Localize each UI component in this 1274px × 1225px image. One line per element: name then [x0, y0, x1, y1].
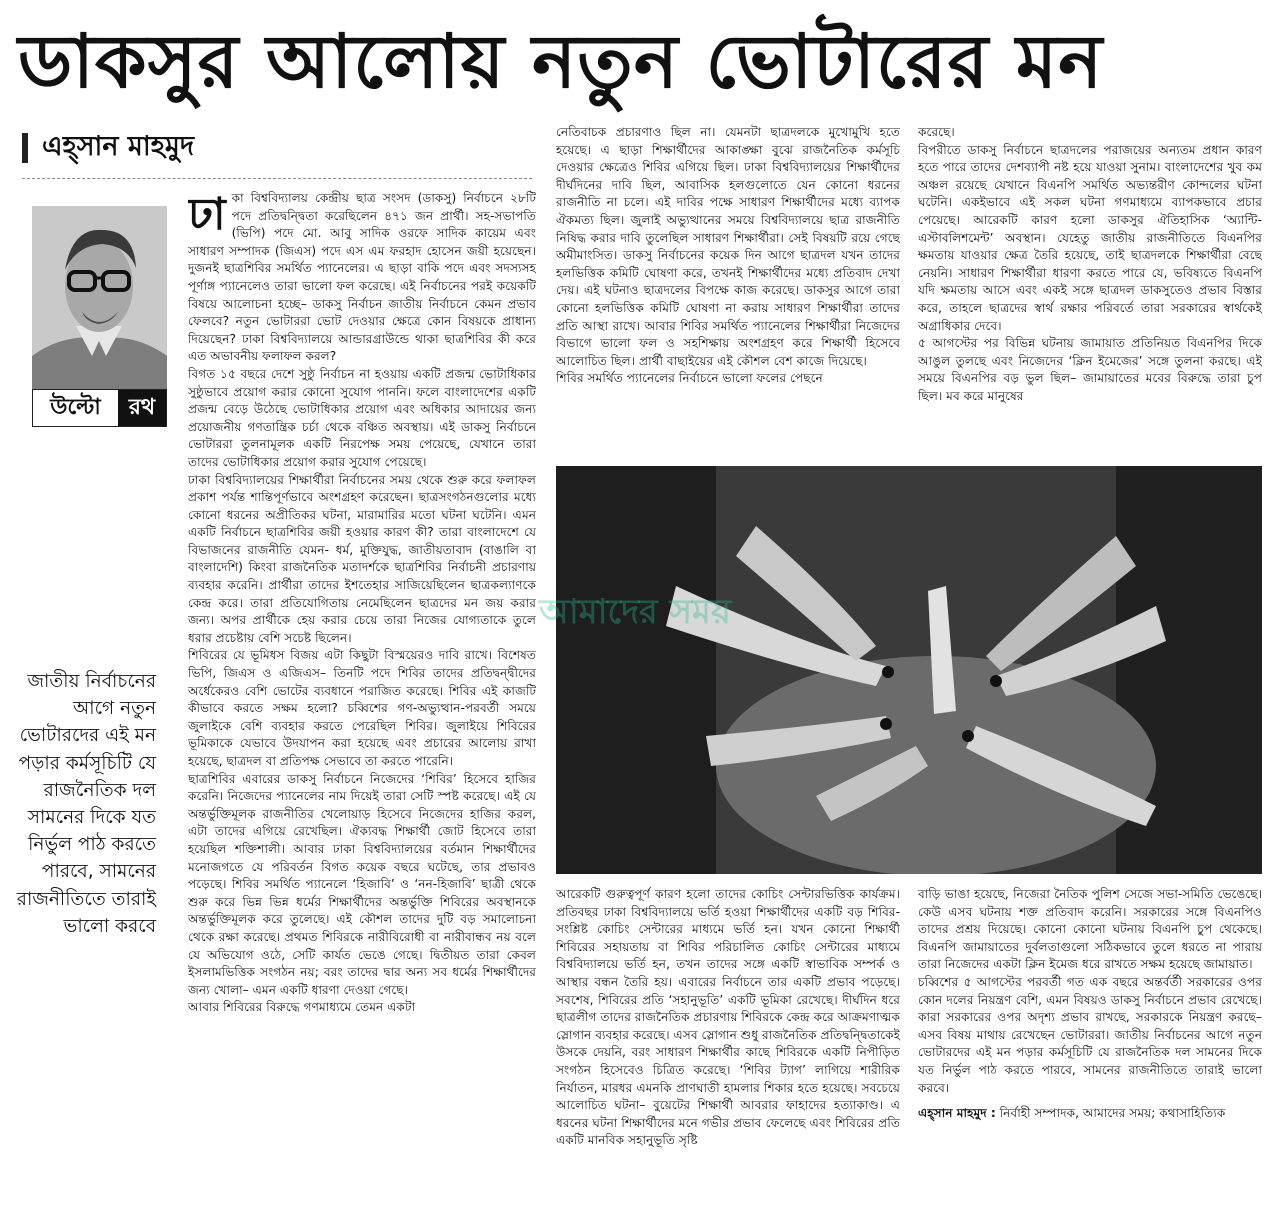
paragraph: ছাত্রশিবির এবারের ডাকসু নির্বাচনে নিজেদের ‘শিবির’ হিসেবে হাজির করেনি। নিজেদের প্যানেলের নাম দিয়েই তারা সেটি স্পষ্ট করেছে। এই যে অন্তর্ভুক্তিমূলক রাজনীতির খেলোয়াড় হিসেবে নিজেদের হাজির করল, এটা তাদের এগিয়ে রেখেছিল। ঐক্যবদ্ধ শিক্ষার্থী জোট হিসেবে তারা হয়েছিল শক্তিশালী। আবার ঢাকা বিশ্ববিদ্যালয়ের বর্তমান শিক্ষার্থীদের মনোজগতে যে পরিবর্তন বিগত কয়েক বছরে ঘটেছে, তার প্রভাবও পড়েছে। শিবির সমর্থিত প্যানেলে ‘হিজাবি’ ও ‘নন-হিজাবি’ ছাত্রী থেকে শুরু করে ভিন্ন ভিন্ন ধর্মের শিক্ষার্থীদের অন্তর্ভুক্তি শিবিরের অবস্থানকে অন্তর্ভুক্তিমূলক করে তুলেছে। এই কৌশল তাদের দুটি বড় সমালোচনা থেকে রক্ষা করেছে। প্রথমত শিবিরকে নারীবিরোধী বা নারীবান্ধব নয় বলে যে অভিযোগ ওঠে, সেটি কার্যত ভেঙে গেছে। দ্বিতীয়ত তারা কেবল ইসলামভিত্তিক সংগঠন নয়; বরং তাদের দ্বার অন্য সব ধর্মের শিক্ষার্থীদের জন্য খোলা– এমন একটি ধারণা দেওয়া গেছে। [188, 771, 536, 997]
signature-name: এহ্‌সান মাহমুদ : [918, 1106, 996, 1121]
signature-role: নির্বাহী সম্পাদক, আমাদের সময়; কথাসাহিত্যিক [995, 1106, 1226, 1121]
article-photo [556, 466, 1262, 874]
author-photo [32, 206, 167, 389]
paragraph: বিগত ১৫ বছরে দেশে সুষ্ঠু নির্বাচন না হওয়ায় একটি প্রজন্ম ভোটাধিকার সুষ্ঠুভাবে প্রয়োগ করার কোনো সুযোগ পাননি। ফলে বাংলাদেশের একটি প্রজন্ম বেড়ে উঠেছে ভোটাধিকার প্রয়োগ এবং অধিকার আদায়ের জন্য প্রয়োজনীয় গণতান্ত্রিক চর্চা থেকে বঞ্চিত অবস্থায়। এই ডাকসু নির্বাচনে ভোটাররা তুলনামূলক একটি নিরপেক্ষ সময় পেয়েছে, যেখানে তারা তাদের ভোটাধিকার প্রয়োগ করার সুযোগ পেয়েছে। [188, 366, 536, 469]
paragraph: ঢাকা বিশ্ববিদ্যালয়ের শিক্ষার্থীরা নির্বাচনের সময় থেকে শুরু করে ফলাফল প্রকাশ পর্যন্ত শান্তিপূর্ণভাবে অংশগ্রহণ করেছেন। ছাত্রসংগঠনগুলোর মধ্যে কোনো ধরনের অপ্রীতিকর ঘটনা, মারামারির মতো ঘটনা ঘটেনি। এমন একটি নির্বাচনে ছাত্রশিবির জয়ী হওয়ার কারণ কী? তারা বাংলাদেশে যে বিভাজনের রাজনীতি যেমন- ধর্ম, মুক্তিযুদ্ধ, জাতীয়তাবাদ (বাঙালি বা বাংলাদেশি) কিংবা রাজনৈতিক মতাদর্শকে ছাত্রশিবির নির্বাচনী প্রচারণায় ব্যবহার করেনি। প্রার্থীরা তাদের ইশতেহার সাজিয়েছিলেন ছাত্রকল্যাণকে কেন্দ্র করে। তারা প্রতিযোগিতায় নেমেছিলেন ছাত্রদের মন জয় করার জন্য। অপর প্রার্থীকে হেয় করার চেয়ে তারা নিজের যোগ্যতাকে তুলে ধরার প্রচেষ্টায় বেশি সচেষ্ট ছিলেন। [188, 472, 536, 645]
article-column-2 [556, 124, 900, 446]
watermark-logo: আমাদের সময় [539, 592, 731, 632]
paragraph: শিবির সমর্থিত প্যানেলের নির্বাচনে ভালো ফলের পেছনে [556, 371, 823, 386]
author-name: এহ্‌সান মাহমুদ [42, 130, 195, 162]
paragraph: কা বিশ্ববিদ্যালয় কেন্দ্রীয় ছাত্র সংসদ (ডাকসু) নির্বাচনে ২৮টি পদে প্রতিদ্বন্দ্বিতা করেছিলেন ৪৭১ জন প্রার্থী। সহ-সভাপতি (ভিপি) পদে মো. আবু সাদিক ওরফে সাদিক কায়েম এবং সাধারণ সম্পাদক (জিএস) পদে এস এম ফরহাদ হোসেন জয়ী হয়েছেন। দুজনই ছাত্রশিবির সমর্থিত প্যানেলের। এ ছাড়া বাকি পদে এবং সদস্যসহ পূর্ণাঙ্গ প্যানেলেও তারা ভালো ফল করেছে। এই নির্বাচনের পরই কয়েকটি বিষয়ে আলোচনা হচ্ছে– ডাকসু নির্বাচন জাতীয় নির্বাচনে কেমন প্রভাব ফেলবে? নতুন ভোটাররা ভোট দেওয়ার ক্ষেত্রে কোন বিষয়কে প্রাধান্য দিয়েছেন? ঢাকা বিশ্ববিদ্যালয়ে আন্ডারগ্রাউন্ডে থাকা ছাত্রশিবির কী করে এত অভাবনীয় ফলাফল করল? [188, 191, 536, 364]
article-column-4 [556, 886, 900, 1222]
paragraph: আরেকটি গুরুত্বপূর্ণ কারণ হলো তাদের কোচিং সেন্টারভিত্তিক কার্যক্রম। প্রতিবছর ঢাকা বিশ্ববিদ্যালয়ে ভর্তি হওয়া শিক্ষার্থীদের একটি বড় শিবির-সংশ্লিষ্ট কোচিং সেন্টারের মাধ্যমে ভর্তি হন। যখন কোনো শিক্ষার্থী শিবিরের সহায়তায় বা শিবির পরিচালিত কোচিং সেন্টারের মাধ্যমে বিশ্ববিদ্যালয়ে ভর্তি হন, তখন তাদের সঙ্গে একটি স্বাভাবিক সম্পর্ক ও আস্থার বন্ধন তৈরি হয়। এবারের নির্বাচনে তার একটি প্রভাব পড়েছে। সবশেষ, শিবিরের প্রতি ‘সহানুভূতি’ একটি ভূমিকা রেখেছে। দীর্ঘদিন ধরে ছাত্রলীগ তাদের রাজনৈতিক প্রচারণায় শিবিরকে কেন্দ্র করে আক্রমণাত্মক স্লোগান ব্যবহার করেছে। এসব স্লোগান শুধু রাজনৈতিক প্রতিদ্বন্দ্বিতাকেই উসকে দেয়নি, বরং সাধারণ শিক্ষার্থীর কাছে শিবিরকে একটি নিপীড়িত সংগঠন হিসেবেও চিত্রিত করেছে। ‘শিবির ট্যাগ’ লাগিয়ে শারীরিক নির্যাতন, মারধর এমনকি প্রাণঘাতী হামলার শিকার হতে হয়েছে। সবচেয়ে আলোচিত ঘটনা– বুয়েটের শিক্ষার্থী আবরার ফাহাদের হত্যাকাণ্ড। এ ধরনের ঘটনা শিক্ষার্থীদের মনে গভীর প্রভাব ফেলেছে এবং শিবিরের প্রতি একটি মানবিক সহানুভূতি সৃষ্টি [556, 887, 900, 1148]
author-signature [918, 1105, 1262, 1123]
column-tag-part1: উল্টো [33, 390, 118, 426]
paragraph: ৫ আগস্টের পর বিভিন্ন ঘটনায় জামায়াত প্রতিনিয়ত বিএনপির দিকে আঙুল তুলছে এবং নিজেদের ‘ক্লিন ইমেজের’ সঙ্গে তুলনা করছে। এই সময়ে বিএনপির বড় ভুল ছিল– জামায়াতের মবের বিরুদ্ধে তারা চুপ ছিল। মব করে মানুষের [918, 336, 1262, 403]
drop-cap: ঢা [188, 190, 226, 240]
paragraph: বাড়ি ভাঙা হয়েছে, নিজেরা নৈতিক পুলিশ সেজে সভা-সমিতি ভেঙেছে। কেউ এসব ঘটনায় শক্ত প্রতিবাদ করেনি। সরকারের সঙ্গে বিএনপিও তাদের প্রশ্রয় দিয়েছে। কোনো কোনো ঘটনায় বিএনপি চুপ থেকেছে। বিএনপি জামায়াতের দুর্বলতাগুলো সঠিকভাবে তুলে ধরতে না পারায় তারা নিজেদের একটা ক্লিন ইমেজ ধরে রাখতে সক্ষম হয়েছে জামায়াত। [918, 887, 1262, 972]
byline [22, 128, 194, 168]
column-tag-part2: রথ [118, 390, 166, 426]
paragraph: নেতিবাচক প্রচারণাও ছিল না। যেমনটা ছাত্রদলকে মুখোমুখি হতে হয়েছে। এ ছাড়া শিক্ষার্থীদের আকাঙ্ক্ষা বুঝে রাজনৈতিক কর্মসূচি দেওয়ার ক্ষেত্রেও শিবির এগিয়ে ছিল। ঢাকা বিশ্ববিদ্যালয়ের শিক্ষার্থীদের দীর্ঘদিনের দাবি ছিল, আবাসিক হলগুলোতে যেন কোনো ধরনের রাজনীতি না চলে। এই দাবির পক্ষে সাধারণ শিক্ষার্থীদের মধ্যে ব্যাপক ঐকমত্য ছিল। জুলাই অভ্যুত্থানের সময়ে বিশ্ববিদ্যালয়ে ছাত্র রাজনীতি নিষিদ্ধ করার দাবি তুলেছিল সাধারণ শিক্ষার্থীরা। সেই বিষয়টি রয়ে গেছে অমীমাংসিত। ডাকসু নির্বাচনের কয়েক দিন আগে ছাত্রদল যখন তাদের হলভিত্তিক কমিটি ঘোষণা করে, তখনই শিক্ষার্থীদের মধ্যে প্রতিবাদ দেখা দেয়। এই ঘটনাও ছাত্রদলের বিপক্ষে কাজ করেছে। ডাকসুর আগে তারা কোনো হলভিত্তিক কমিটি ঘোষণা না করায় সাধারণ শিক্ষার্থীরা তাদের প্রতি আস্থা রাখে। আবার শিবির সমর্থিত প্যানেলের শিক্ষার্থীরা নিজেদের বিভাগে ভালো ফল ও সহশিক্ষায় অংশগ্রহণ করে শিক্ষার্থী হিসেবে আলোচিত ছিল। প্রার্থী বাছাইয়ের এই কৌশল বেশ কাজে দিয়েছে। [556, 125, 900, 368]
article-column-3 [918, 124, 1262, 446]
paragraph: চব্বিশের ৫ আগস্টের পরবর্তী গত এক বছরে অন্তর্বর্তী সরকারের ওপর কোন দলের নিয়ন্ত্রণ বেশি, এমন বিষয়ও ডাকসু নির্বাচনে প্রভাব রেখেছে। কারা সরকারের ওপর অদৃশ্য প্রভাব রাখছে, সরকারকে নিয়ন্ত্রণ করছে– এসব বিষয় মাথায় রেখেছেন ভোটাররা। জাতীয় নির্বাচনের আগে নতুন ভোটারদের এই মন পড়ার কর্মসূচিটি যে রাজনৈতিক দল সামনের দিকে যত নির্ভুল পাঠ করতে পারবে, সামনের রাজনীতিতে তারাই ভালো করবে। [918, 974, 1262, 1095]
pull-quote: জাতীয় নির্বাচনের আগে নতুন ভোটারদের এই মন পড়ার কর্মসূচিটি যে রাজনৈতিক দল সামনের দিকে যত নির্ভুল পাঠ করতে পারবে, সামনের রাজনীতিতে তারাই ভালো করবে [16, 671, 156, 937]
divider [22, 178, 532, 179]
column-tag [32, 389, 167, 427]
paragraph: করেছে। [918, 125, 955, 139]
paragraph: বিপরীতে ডাকসু নির্বাচনে ছাত্রদলের পরাজয়ের অন্যতম প্রধান কারণ হতে পারে তাদের দেশব্যাপী নষ্ট হয়ে যাওয়া সুনাম। বাংলাদেশের খুব কম অঞ্চল রয়েছে যেখানে বিএনপি সমর্থিত অভ্যন্তরীণ কোন্দলের ঘটনা ঘটেনি। একইভাবে এই সকল ঘটনা গণমাধ্যমে ব্যাপকভাবে প্রচার পেয়েছে। আরেকটি কারণ হলো ডাকসুর ঐতিহাসিক ‘অ্যান্টি-এস্টাবলিশমেন্ট’ অবস্থান। যেহেতু জাতীয় রাজনীতিতে বিএনপির ক্ষমতায় যাওয়ার ক্ষেত্র তৈরি হয়েছে, তাই ছাত্রদলকে শিক্ষার্থীরা বেছে নেয়নি। সাধারণ শিক্ষার্থীরা ধারণা করতে পারে যে, ভবিষ্যতে বিএনপি যদি ক্ষমতায় আসে এবং একই সঙ্গে ছাত্রদল ডাকসুতেও প্রভাব বিস্তার করে, তাহলে ছাত্রদের স্বার্থ রক্ষার পরিবর্তে তারা সরকারের স্বার্থকেই অগ্রাধিকার দেবে। [918, 142, 1262, 333]
paragraph: শিবিরের যে ভূমিধস বিজয় এটা কিছুটা বিস্ময়েরও দাবি রাখে। বিশেষত ভিপি, জিএস ও এজিএস– তিনটি পদে শিবির তাদের প্রতিদ্বন্দ্বীদের অর্ধেকেরও বেশি ভোটের ব্যবধানে পরাজিত করেছে। শিবির এই কাজটি কীভাবে করতে সক্ষম হলো? চব্বিশের গণ-অভ্যুত্থান-পরবর্তী সময়ে জুলাইকে বেশি ব্যবহার করতে পেরেছিল শিবির। জুলাইয়ে শিবিরের ভূমিকাকে যেভাবে উদযাপন করা হয়েছে এবং প্রচারের আলোয় রাখা হয়েছে, ছাত্রদল বা প্রতিপক্ষ সেভাবে তা করতে পারেনি। [188, 648, 536, 768]
article-column-5 [918, 886, 1262, 1222]
headline: ডাকসুর আলোয় নতুন ভোটারের মন [18, 19, 1104, 105]
article-column-1 [188, 190, 536, 1220]
paragraph: আবার শিবিরের বিরুদ্ধে গণমাধ্যমে তেমন একটা [188, 1000, 416, 1015]
byline-bar [22, 133, 28, 163]
